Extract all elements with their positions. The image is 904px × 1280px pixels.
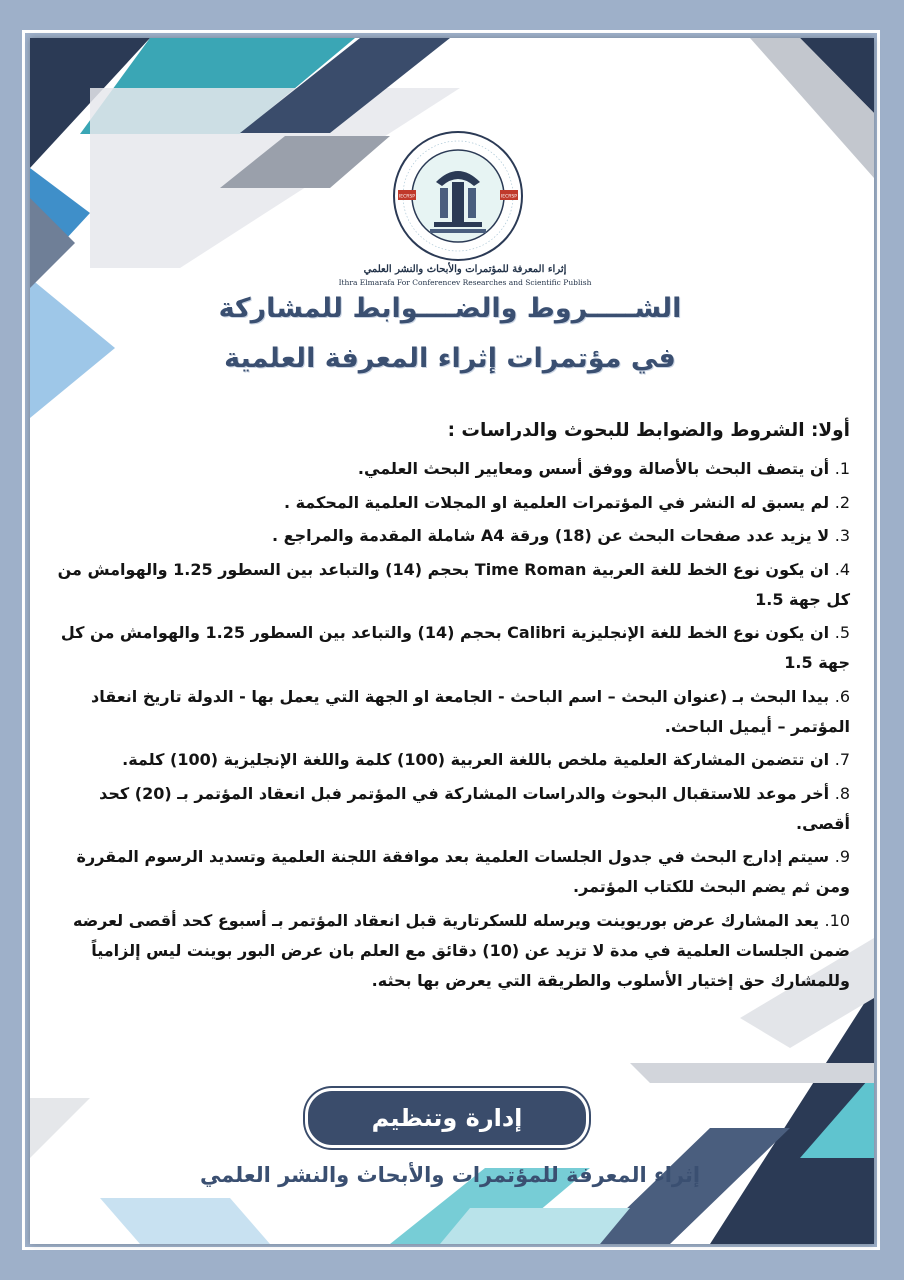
item-number: 10. <box>824 910 850 930</box>
deco-light-blue-band-bottom-left <box>100 1198 270 1244</box>
footer-organization-name: إثراء المعرفة للمؤتمرات والأبحاث والنشر العلمي <box>199 1163 701 1187</box>
condition-item-6 <box>44 682 850 742</box>
item-text: أخر موعد للاستقبال البحوث والدراسات المشاركة في المؤتمر فبل انعقاد المؤتمر بـ (20) كحد أقصى. <box>99 783 850 833</box>
item-text: ان تتضمن المشاركة العلمية ملخص باللغة العربية (100) كلمة واللغة الإنجليزية (100) كلمة. <box>122 750 830 769</box>
item-number: 8. <box>834 783 850 803</box>
item-number: 6. <box>834 686 850 706</box>
item-number: 4. <box>834 559 850 579</box>
item-text: أن يتصف البحث بالأصالة ووفق أسس ومعايير البحث العلمي. <box>357 459 830 478</box>
admin-badge: إدارة وتنظيم <box>305 1088 589 1148</box>
logo-caption-english: Ithra Elmarafa For Conferencev Researches and Scientific Publish <box>338 278 592 287</box>
document-page <box>30 38 874 1244</box>
condition-item-10 <box>44 906 850 996</box>
item-text: لا يزيد عدد صفحات البحث عن (18) ورقة A4 شاملة المقدمة والمراجع . <box>272 526 830 545</box>
condition-item-2 <box>44 488 850 518</box>
item-number: 9. <box>834 847 850 866</box>
item-text: سيتم إدارج البحث في جدول الجلسات العلمية بعد موافقة اللجنة العلمية وتسديد الرسوم المقررة ومن ثم يضم البحث للكتاب المؤتمر. <box>76 847 850 896</box>
item-number: 2. <box>834 492 850 512</box>
deco-light-blue-triangle-left <box>30 278 115 418</box>
seal-side-label-right: IECRSP <box>500 194 518 200</box>
logo-caption-arabic: إثراء المعرفة للمؤتمرات والأبحاث والنشر العلمي <box>363 264 567 275</box>
condition-item-9 <box>44 842 850 902</box>
deco-gray-stripe-bottom-right <box>630 1063 874 1083</box>
condition-item-5 <box>44 618 850 678</box>
condition-item-8 <box>44 779 850 839</box>
section-heading: أولا: الشروط والضوابط للبحوث والدراسات : <box>447 420 850 441</box>
item-text: بيدا البحث بـ (عنوان البحث – اسم الباحث - الجامعة او الجهة التي يعمل بها - الدولة تاريخ انعقاد المؤتمر – أيميل الباحث. <box>91 686 850 736</box>
conditions-section <box>44 416 850 999</box>
condition-item-7 <box>44 745 850 775</box>
seal-side-label-left: IECRSP <box>398 194 416 200</box>
item-text: لم يسبق له النشر في المؤتمرات العلمية او المجلات العلمية المحكمة . <box>283 492 830 512</box>
item-number: 7. <box>834 750 850 769</box>
deco-light-gray-triangle-left <box>30 1098 90 1158</box>
organization-seal-icon <box>392 130 524 262</box>
item-number: 5. <box>834 623 850 642</box>
condition-item-3 <box>44 521 850 551</box>
item-text: ان يكون نوع الخط للغة العربية Time Roman بحجم (14) والتباعد بين السطور 1.25 والهوامش من كل جهة 1.5 <box>57 559 850 609</box>
condition-item-1 <box>44 454 850 484</box>
item-number: 1. <box>834 459 850 478</box>
item-number: 3. <box>834 526 850 545</box>
page-title-line-1: الشـــــروط والضــــوابط للمشاركة <box>218 293 682 324</box>
condition-item-4 <box>44 555 850 615</box>
item-text: ان يكون نوع الخط للغة الإنجليزية Calibri بحجم (14) والتباعد بين السطور 1.25 والهوامش من كل جهة 1.5 <box>60 623 850 672</box>
deco-light-teal-band-bottom <box>440 1208 630 1244</box>
page-title-line-2: في مؤتمرات إثراء المعرفة العلمية <box>224 343 676 374</box>
item-text: يعد المشارك عرض بوريوينت ويرسله للسكرتارية قبل انعقاد المؤتمر بـ أسبوع كحد أقصى لعرضه ضمن الجلسات العلمية في مدة لا تزيد عن (10) دقائق مع العلم بان عرض البور بوينت ليس إلزامياً وللمشارك حق إختيار الأسلوب والطريقة التي يعرض بها بحثه. <box>73 910 850 990</box>
